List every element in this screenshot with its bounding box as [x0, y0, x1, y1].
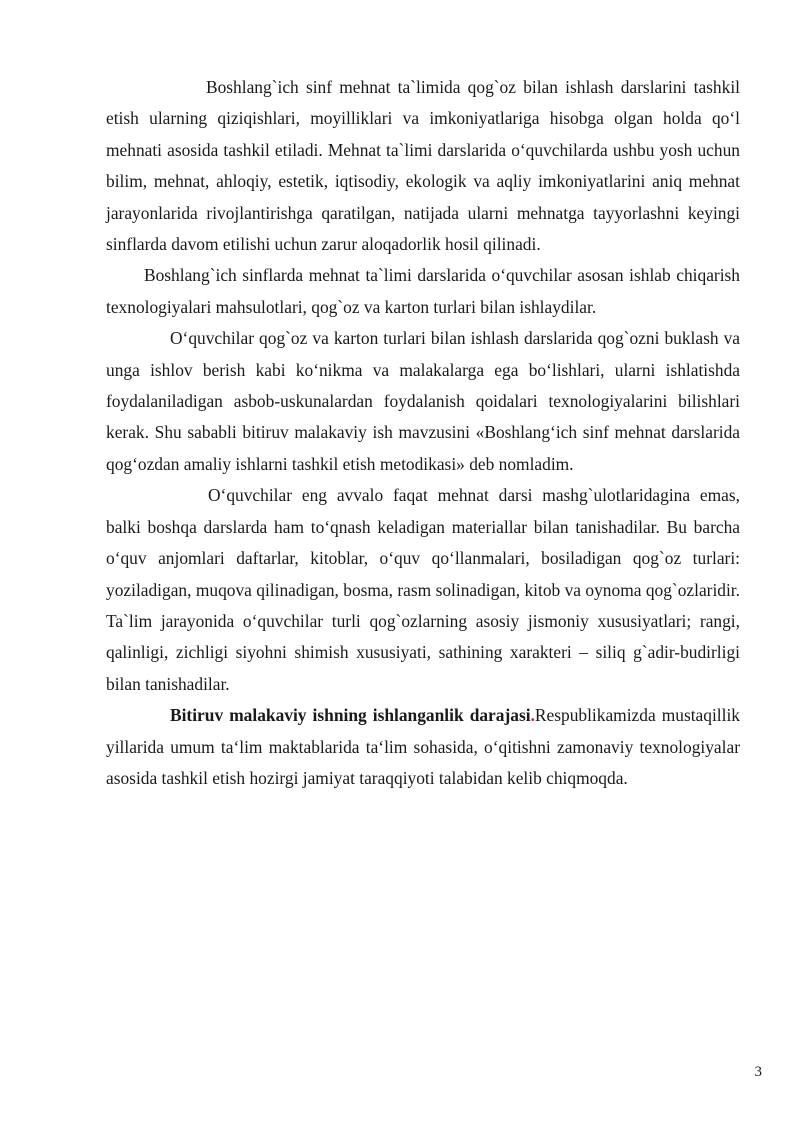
- paragraph-skills: O‘quvchilar qog`oz va karton turlari bilan ishlash darslarida qog`ozni buklash va unga ishlov berish kabi ko‘nikma va malakalarga ega bo‘lishlari, ularni ishlatishda foydalaniladigan asbob-uskunalardan foydalanish qoidalari texnologiyalarini bilishlari kerak. Shu sababli bitiruv malakaviy ish mavzusini «Boshlang‘ich sinf mehnat darslarida qog‘ozdan amaliy ishlarni tashkil etish metodikasi» deb nomladim.: [106, 328, 740, 474]
- paragraph-intro: Boshlang`ich sinf mehnat ta`limida qog`oz bilan ishlash darslarini tashkil etish ularning qiziqishlari, moyilliklari va imkoniyatlariga hisobga olgan holda qo‘l mehnati asosida tashkil etiladi. Mehnat ta`limi darslarida o‘quvchilarda ushbu yosh uchun bilim, mehnat, ahloqiy, estetik, iqtisodiy, ekologik va aqliy imkoniyatlarini aniq mehnat jarayonlarida rivojlantirishga qaratilgan, natijada ularni mehnatga tayyorlashni keyingi sinflarda davom etilishi uchun zarur aloqadorlik hosil qilinadi.: [106, 77, 740, 255]
- page-number: 3: [754, 1064, 762, 1080]
- paragraph-paper-types: O‘quvchilar eng avvalo faqat mehnat darsi mashg`ulotlaridagina emas, balki boshqa darslarda ham to‘qnash keladigan materiallar bilan tanishadilar. Bu barcha o‘quv anjomlari daftarlar, kitoblar, o‘quv qo‘llanmalari, bosiladigan qog`oz turlari: yoziladigan, muqova qilinadigan, bosma, rasm solinadigan, kitob va oynoma qog`ozlaridir. Ta`lim jarayonida o‘quvchilar turli qog`ozlarning asosiy jismoniy xususiyatlari; rangi, qalinligi, zichligi siyohni shimish xususiyati, sathining xarakteri – siliq g`adir-budirligi bilan tanishadilar.: [106, 485, 740, 694]
- document-body: [106, 72, 740, 794]
- research-level-heading: Bitiruv malakaviy ishning ishlanganlik darajasi: [170, 705, 531, 726]
- paragraph-research-level: [106, 700, 740, 794]
- heading-dot: .: [530, 705, 535, 726]
- paragraph-materials: Boshlang`ich sinflarda mehnat ta`limi darslarida o‘quvchilar asosan ishlab chiqarish texnologiyalari mahsulotlari, qog`oz va karton turlari bilan ishlaydilar.: [106, 265, 740, 317]
- research-level-text: Respublikamizda mustaqillik yillarida umum ta‘lim maktablarida ta‘lim sohasida, o‘qitishni zamonaviy texnologiyalar asosida tashkil etish hozirgi jamiyat taraqqiyoti talabidan kelib chiqmoqda.: [106, 705, 740, 788]
